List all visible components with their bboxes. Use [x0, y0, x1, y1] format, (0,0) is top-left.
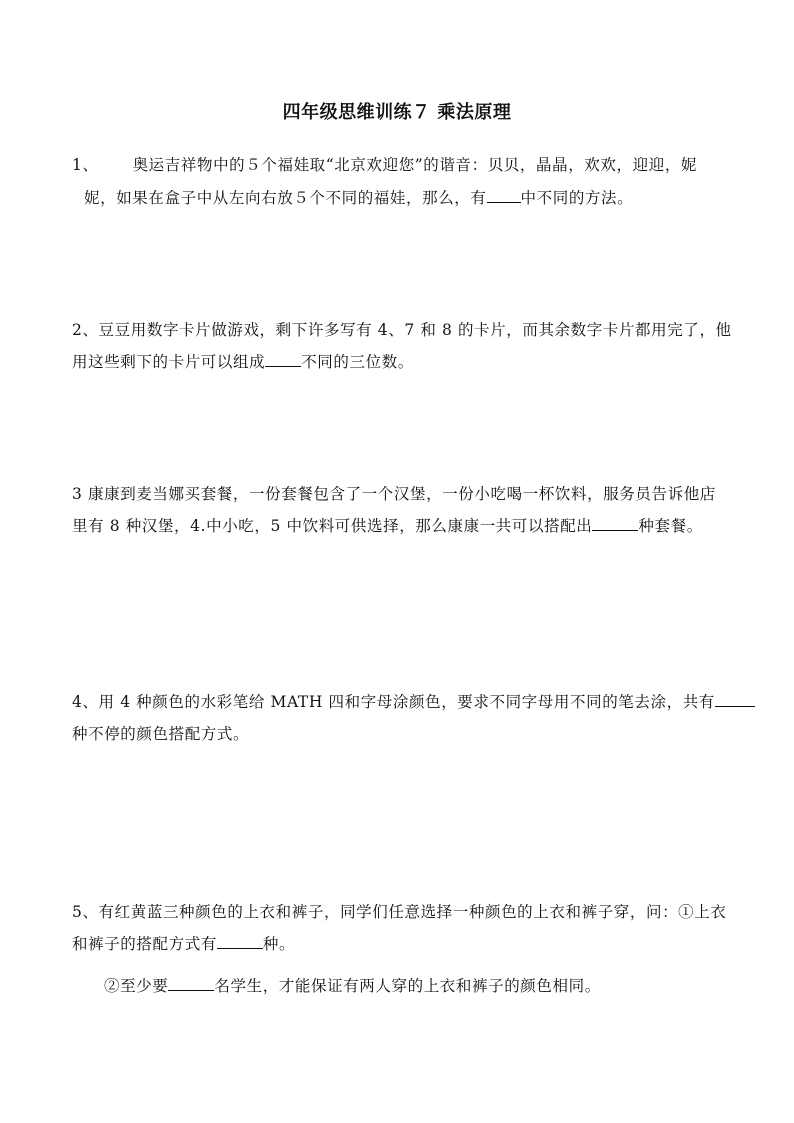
question-5-line-1 [72, 900, 726, 922]
question-1-text-3: 中不同的方法。 [520, 189, 634, 207]
question-5-line-2 [72, 932, 295, 954]
question-1-line-1 [72, 153, 697, 175]
question-3-text-2: 里有 8 种汉堡，4.中小吃，5 中饮料可供选择，那么康康一共可以搭配出 [72, 517, 593, 535]
question-3-line-1 [72, 482, 716, 504]
question-4-text-1: 4、用 4 种颜色的水彩笔给 MATH 四和字母涂颜色，要求不同字母用不同的笔去涂，共有 [72, 693, 715, 711]
question-2-text-1: 2、豆豆用数字卡片做游戏，剩下许多写有 4、7 和 8 的卡片，而其余数字卡片都用完了，他 [72, 321, 732, 339]
question-2-text-3: 不同的三位数。 [301, 353, 414, 371]
question-4-line-1 [72, 690, 755, 712]
question-1-line-2 [84, 186, 633, 208]
question-2-text-2: 用这些剩下的卡片可以组成 [72, 353, 266, 371]
question-2-line-2 [72, 350, 414, 372]
question-5-text-2: 和裤子的搭配方式有 [72, 935, 217, 953]
question-1-text-2: 妮，如果在盒子中从左向右放５个不同的福娃，那么，有 [84, 189, 487, 207]
question-5-answer-blank-2 [168, 976, 214, 991]
question-3-line-2 [72, 514, 703, 536]
question-3-text-3: 种套餐。 [638, 517, 703, 535]
question-5-text-3: 种。 [262, 935, 296, 953]
question-1-answer-blank [487, 188, 521, 203]
question-2-line-1 [72, 318, 732, 340]
question-3-answer-blank [592, 516, 638, 531]
question-4-text-2: 种不停的颜色搭配方式。 [72, 725, 250, 743]
question-5-line-3 [104, 974, 601, 996]
question-5-text-4: ②至少要 [104, 977, 169, 995]
question-5-text-1: 5、有红黄蓝三种颜色的上衣和裤子，同学们任意选择一种颜色的上衣和裤子穿，问：①上衣 [72, 903, 727, 921]
question-2-answer-blank [265, 352, 301, 367]
question-1-text-1: 奥运吉祥物中的５个福娃取“北京欢迎您”的谐音：贝贝，晶晶，欢欢，迎迎，妮 [132, 156, 698, 174]
question-5-answer-blank-1 [217, 934, 263, 949]
page-title: 四年级思维训练７ 乘法原理 [282, 102, 512, 123]
question-4-answer-blank [715, 692, 755, 707]
question-3-text-1: 3 康康到麦当娜买套餐，一份套餐包含了一个汉堡，一份小吃喝一杯饮料，服务员告诉他店 [72, 485, 716, 503]
question-5-text-5: 名学生，才能保证有两人穿的上衣和裤子的颜色相同。 [214, 977, 601, 995]
question-4-line-2 [72, 722, 249, 744]
question-1-number: 1、 [72, 156, 99, 174]
